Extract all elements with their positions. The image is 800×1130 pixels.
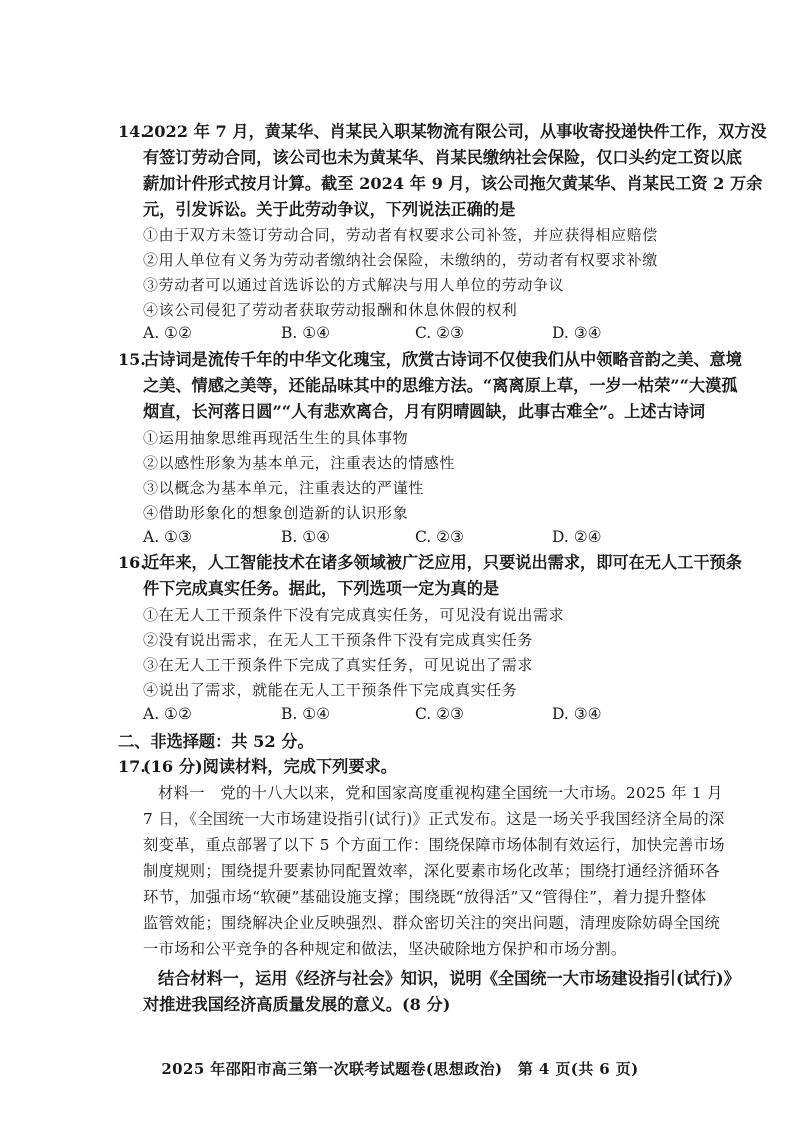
choice-b: B. ①④ — [281, 324, 331, 342]
material-paragraph-line: 材料一 党的十八大以来，党和国家高度重视构建全国统一大市场。2025 年 1 月 — [158, 784, 723, 802]
choice-d: D. ③④ — [552, 324, 602, 342]
option-statement: ③以概念为基本单元，注重表达的严谨性 — [143, 479, 424, 497]
option-statement: ④说出了需求，就能在无人工干预条件下完成真实任务 — [143, 681, 518, 699]
question-stem-line: 元，引发诉讼。关于此劳动争议，下列说法正确的是 — [143, 200, 516, 219]
option-statement: ①运用抽象思维再现活生生的具体事物 — [143, 429, 409, 447]
choice-a: A. ①③ — [143, 528, 192, 546]
question-intro: (16 分)阅读材料，完成下列要求。 — [143, 757, 397, 776]
material-paragraph-line: 环节，加强市场“软硬”基础设施支撑；围绕既“放得活”又“管得住”，着力提升整体 — [143, 888, 707, 906]
question-stem-line: 薪加计件形式按月计算。截至 2024 年 9 月，该公司拖欠黄某华、肖某民工资 2 万余 — [143, 174, 763, 193]
question-stem-line: 件下完成真实任务。据此，下列选项一定为真的是 — [143, 579, 500, 598]
choice-c: C. ②③ — [415, 528, 464, 546]
material-paragraph-line: 7 日，《全国统一大市场建设指引(试行)》正式发布。这是一场关乎我国经济全局的深 — [143, 810, 725, 828]
question-number: 17. — [118, 757, 146, 776]
question-number: 14. — [118, 122, 146, 141]
task-instruction-line: 结合材料一，运用《经济与社会》知识，说明《全国统一大市场建设指引(试行)》 — [158, 969, 740, 988]
option-statement: ①在无人工干预条件下没有完成真实任务，可见没有说出需求 — [143, 606, 565, 624]
material-paragraph-line: 刻变革，重点部署了以下 5 个方面工作：围绕保障市场体制有效运行，加快完善市场 — [143, 836, 725, 854]
option-statement: ④借助形象化的想象创造新的认识形象 — [143, 504, 409, 522]
material-paragraph-line: 监管效能；围绕解决企业反映强烈、群众密切关注的突出问题，清理废除妨碍全国统 — [143, 914, 721, 932]
option-statement: ②以感性形象为基本单元，注重表达的情感性 — [143, 454, 456, 472]
question-stem-line: 近年来，人工智能技术在诸多领域被广泛应用，只要说出需求，即可在无人工干预条 — [143, 553, 742, 572]
question-stem-line: 2022 年 7 月，黄某华、肖某民入职某物流有限公司，从事收寄投递快件工作，双方没 — [143, 122, 767, 141]
option-statement: ④该公司侵犯了劳动者获取劳动报酬和休息休假的权利 — [143, 301, 518, 319]
choice-b: B. ①④ — [281, 528, 331, 546]
choice-b: B. ①④ — [281, 705, 331, 723]
choice-d: D. ②④ — [552, 528, 602, 546]
question-stem-line: 之美、情感之美等，还能品味其中的思维方法。“离离原上草，一岁一枯荣”“大漠孤 — [143, 376, 738, 395]
section-heading: 二、非选择题：共 52 分。 — [118, 732, 314, 751]
choice-a: A. ①② — [143, 705, 192, 723]
choice-c: C. ②③ — [415, 324, 464, 342]
option-statement: ②没有说出需求，在无人工干预条件下没有完成真实任务 — [143, 631, 534, 649]
question-stem-line: 古诗词是流传千年的中华文化瑰宝，欣赏古诗词不仅使我们从中领略音韵之美、意境 — [143, 350, 742, 369]
question-stem-line: 有签订劳动合同，该公司也未为黄某华、肖某民缴纳社会保险，仅口头约定工资以底 — [143, 148, 742, 167]
material-paragraph-line: 制度规则；围绕提升要素协同配置效率，深化要素市场化改革；围绕打通经济循环各 — [143, 862, 721, 880]
question-number: 15. — [118, 350, 146, 369]
choice-c: C. ②③ — [415, 705, 464, 723]
question-number: 16. — [118, 553, 146, 572]
material-paragraph-line: 一市场和公平竞争的各种规定和做法，坚决破除地方保护和市场分割。 — [143, 940, 627, 958]
option-statement: ①由于双方未签订劳动合同，劳动者有权要求公司补签，并应获得相应赔偿 — [143, 226, 658, 244]
choice-a: A. ①② — [143, 324, 192, 342]
option-statement: ③劳动者可以通过首选诉讼的方式解决与用人单位的劳动争议 — [143, 276, 565, 294]
task-instruction-line: 对推进我国经济高质量发展的意义。(8 分) — [143, 995, 451, 1014]
option-statement: ③在无人工干预条件下完成了真实任务，可见说出了需求 — [143, 656, 534, 674]
choice-d: D. ③④ — [552, 705, 602, 723]
question-stem-line: 烟直，长河落日圆”“人有悲欢离合，月有阴晴圆缺，此事古难全”。上述古诗词 — [143, 402, 706, 421]
option-statement: ②用人单位有义务为劳动者缴纳社会保险，未缴纳的，劳动者有权要求补缴 — [143, 251, 658, 269]
page-footer: 2025 年邵阳市高三第一次联考试题卷(思想政治) 第 4 页(共 6 页) — [161, 1060, 639, 1078]
